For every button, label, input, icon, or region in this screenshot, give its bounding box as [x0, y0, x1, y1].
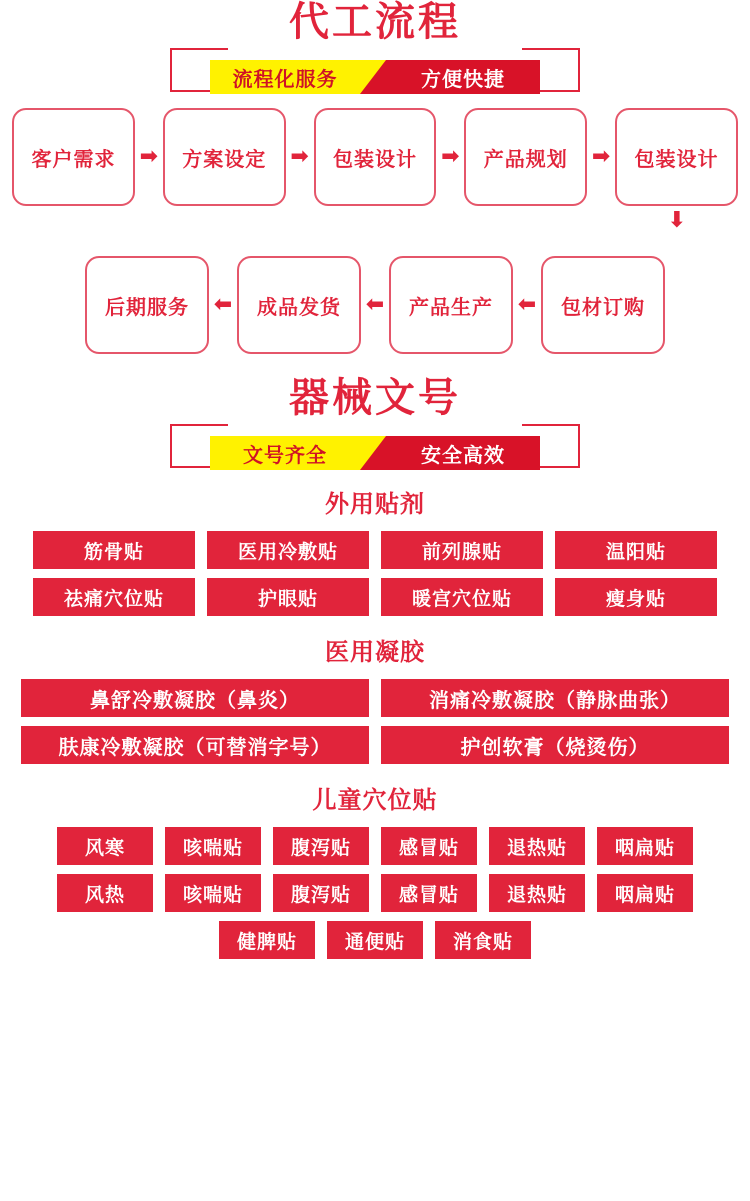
product-tag[interactable]: 咳喘贴	[165, 874, 261, 912]
product-tag[interactable]: 肤康冷敷凝胶（可替消字号）	[21, 726, 369, 764]
flow-step-9: 后期服务	[85, 256, 209, 354]
product-tag[interactable]: 筋骨贴	[33, 531, 195, 569]
product-tag[interactable]: 暖宫穴位贴	[381, 578, 543, 616]
tag-row	[0, 921, 750, 959]
tag-row	[0, 679, 750, 717]
section-header-license	[0, 376, 750, 468]
arrow-left-icon: ⬅	[365, 292, 385, 317]
banner-diagonal-divider	[360, 436, 386, 470]
banner-right-label: 安全高效	[386, 436, 540, 470]
tag-row	[0, 827, 750, 865]
product-tag[interactable]: 感冒贴	[381, 874, 477, 912]
product-tag[interactable]: 咳喘贴	[165, 827, 261, 865]
product-tag[interactable]: 退热贴	[489, 827, 585, 865]
section-spacer	[0, 354, 750, 376]
product-tag[interactable]: 感冒贴	[381, 827, 477, 865]
flow-step-4: 产品规划	[464, 108, 587, 206]
tag-row	[0, 578, 750, 616]
product-tag[interactable]: 风寒	[57, 827, 153, 865]
flow-step-3: 包装设计	[314, 108, 437, 206]
title-bracket-process	[170, 30, 580, 92]
product-tag[interactable]: 瘦身贴	[555, 578, 717, 616]
product-tag[interactable]: 鼻舒冷敷凝胶（鼻炎）	[21, 679, 369, 717]
title-bracket-license	[170, 406, 580, 468]
product-tag[interactable]: 咽扁贴	[597, 827, 693, 865]
product-tag[interactable]: 退热贴	[489, 874, 585, 912]
flow-diagram	[0, 108, 750, 354]
group-title-external-patch: 外用贴剂	[325, 490, 425, 518]
arrow-left-icon: ⬅	[517, 292, 537, 317]
flow-step-2: 方案设定	[163, 108, 286, 206]
banner-diagonal-divider	[360, 60, 386, 94]
bracket-side-left	[170, 424, 172, 468]
banner-license	[210, 436, 540, 470]
tag-row	[0, 531, 750, 569]
banner-left-label: 文号齐全	[210, 436, 360, 470]
section-header-process	[0, 0, 750, 92]
flow-step-5: 包装设计	[615, 108, 738, 206]
arrow-right-icon: ➡	[441, 144, 460, 169]
flow-step-7: 产品生产	[389, 256, 513, 354]
bracket-line-right	[522, 424, 580, 426]
product-tag[interactable]: 健脾贴	[219, 921, 315, 959]
bracket-line-left	[170, 424, 228, 426]
group-title-medical-gel: 医用凝胶	[325, 638, 425, 666]
bracket-side-left	[170, 48, 172, 92]
arrow-right-icon: ➡	[139, 144, 159, 169]
banner-process	[210, 60, 540, 94]
product-tag[interactable]: 护眼贴	[207, 578, 369, 616]
flow-arrow-down-wrap	[12, 210, 738, 232]
product-tag[interactable]: 温阳贴	[555, 531, 717, 569]
bracket-side-right	[578, 48, 580, 92]
page-title-process: 代工流程	[289, 0, 461, 45]
product-groups	[0, 484, 750, 959]
product-tag[interactable]: 腹泻贴	[273, 827, 369, 865]
product-tag[interactable]: 护创软膏（烧烫伤）	[381, 726, 729, 764]
arrow-right-icon: ➡	[290, 144, 309, 169]
flow-row-2	[12, 256, 738, 354]
product-tag[interactable]: 通便贴	[327, 921, 423, 959]
flow-row-1	[12, 108, 738, 206]
arrow-down-icon: ⬇	[667, 208, 686, 233]
product-tag[interactable]: 消痛冷敷凝胶（静脉曲张）	[381, 679, 729, 717]
product-tag[interactable]: 咽扁贴	[597, 874, 693, 912]
group-title-kids-acupoint: 儿童穴位贴	[312, 786, 438, 814]
product-tag[interactable]: 医用冷敷贴	[207, 531, 369, 569]
bracket-line-left	[170, 48, 228, 50]
flow-step-1: 客户需求	[12, 108, 135, 206]
product-tag[interactable]: 前列腺贴	[381, 531, 543, 569]
banner-right-label: 方便快捷	[386, 60, 540, 94]
arrow-right-icon: ➡	[591, 144, 611, 169]
product-tag[interactable]: 消食贴	[435, 921, 531, 959]
product-tag[interactable]: 祛痛穴位贴	[33, 578, 195, 616]
flow-step-8: 成品发货	[237, 256, 361, 354]
arrow-left-icon: ⬅	[213, 292, 233, 317]
flow-step-6: 包材订购	[541, 256, 665, 354]
bracket-side-right	[578, 424, 580, 468]
product-tag[interactable]: 腹泻贴	[273, 874, 369, 912]
tag-row	[0, 726, 750, 764]
banner-left-label: 流程化服务	[210, 60, 360, 94]
page-title-license: 器械文号	[289, 375, 461, 421]
tag-row	[0, 874, 750, 912]
bracket-line-right	[522, 48, 580, 50]
product-tag[interactable]: 风热	[57, 874, 153, 912]
